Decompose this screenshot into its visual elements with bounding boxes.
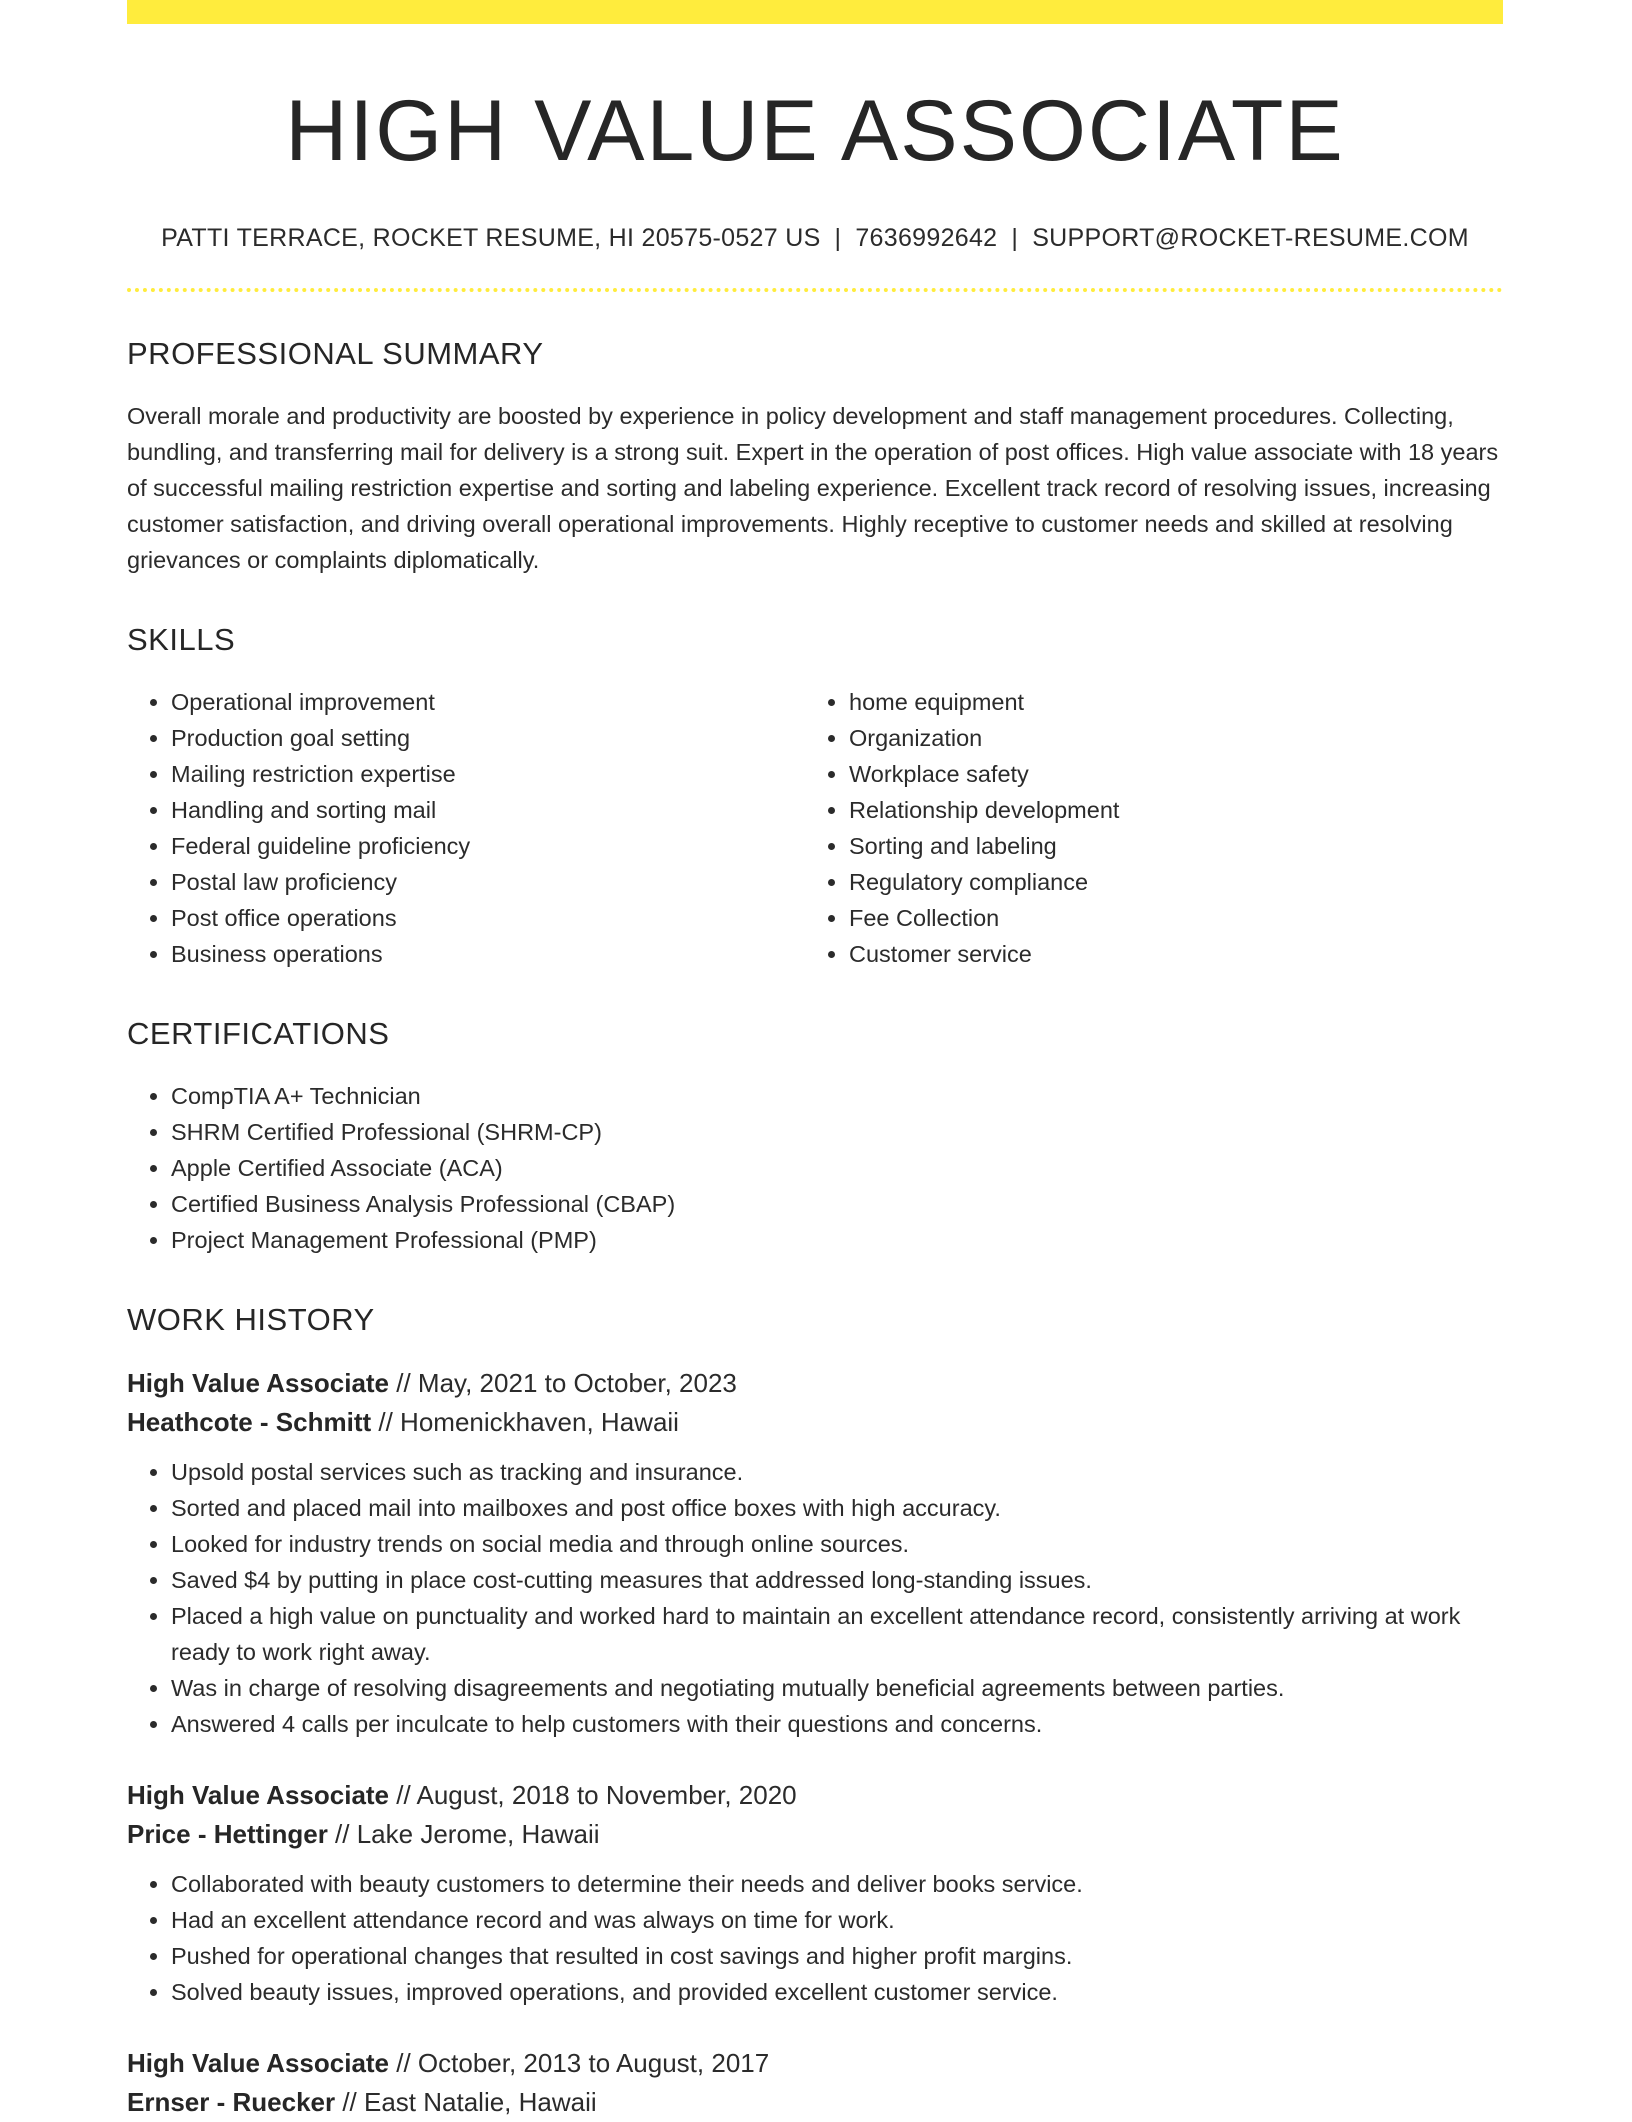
contact-email: SUPPORT@ROCKET-RESUME.COM [1032, 224, 1469, 253]
job-company: Price - Hettinger [127, 1819, 328, 1850]
job-entry [127, 1776, 1503, 2010]
summary-heading: PROFESSIONAL SUMMARY [127, 336, 544, 372]
skill-item: • Sorting and labeling [849, 828, 1483, 864]
skill-item: • Post office operations [171, 900, 805, 936]
job-company: Heathcote - Schmitt [127, 1407, 372, 1438]
job-bullet: • Answered 4 calls per inculcate to help customers with their questions and concerns. [171, 1706, 1503, 1742]
certifications-list [127, 1078, 1503, 1258]
skills-heading: SKILLS [127, 622, 236, 658]
resume-page [127, 0, 1503, 2122]
job-dates: // August, 2018 to November, 2020 [389, 1780, 797, 1811]
job-title-line [127, 1364, 1503, 1403]
job-bullets [127, 1866, 1503, 2010]
certification-item: • Apple Certified Associate (ACA) [171, 1150, 1503, 1186]
resume-name: HIGH VALUE ASSOCIATE [285, 83, 1345, 179]
job-bullets [127, 1454, 1503, 1742]
job-bullet: • Had an excellent attendance record and was always on time for work. [171, 1902, 1503, 1938]
job-bullet: • Sorted and placed mail into mailboxes and post office boxes with high accuracy. [171, 1490, 1503, 1526]
work-history-heading: WORK HISTORY [127, 1302, 375, 1338]
job-company-line [127, 1815, 1503, 1854]
accent-top-bar [127, 0, 1503, 24]
skills-column-right [805, 684, 1483, 972]
job-bullet: • Was in charge of resolving disagreements and negotiating mutually beneficial agreements between parties. [171, 1670, 1503, 1706]
skill-item: • Workplace safety [849, 756, 1483, 792]
skills-column-left [127, 684, 805, 972]
summary-text: Overall morale and productivity are boosted by experience in policy development and staff management procedures. Collecting, bundling, and transferring mail for delivery is a strong suit. Expert in the operation of post offices. High value associate with 18 years of successful mailing restriction expertise and sorting and labeling experience. Excellent track record of resolving issues, increasing customer satisfaction, and driving overall operational improvements. Highly receptive to customer needs and skilled at resolving grievances or complaints diplomatically. [127, 403, 1499, 574]
job-bullet: • Placed a high value on punctuality and worked hard to maintain an excellent attendance record, consistently arriving at work ready to work right away. [171, 1598, 1503, 1670]
skills-list-left [127, 684, 805, 972]
skill-item: • Postal law proficiency [171, 864, 805, 900]
dotted-divider [127, 288, 1503, 292]
job-title-line [127, 2044, 1503, 2083]
job-location: // East Natalie, Hawaii [335, 2087, 597, 2118]
skill-item: • Production goal setting [171, 720, 805, 756]
skills-grid [127, 684, 1503, 972]
job-location: // Homenickhaven, Hawaii [371, 1407, 679, 1438]
contact-phone: 7636992642 [855, 224, 998, 253]
skill-item: • Regulatory compliance [849, 864, 1483, 900]
job-entry [127, 1364, 1503, 1742]
job-bullet: • Collaborated with beauty customers to determine their needs and deliver books service. [171, 1866, 1503, 1902]
job-dates: // May, 2021 to October, 2023 [389, 1368, 737, 1399]
certification-item: • CompTIA A+ Technician [171, 1078, 1503, 1114]
job-company: Ernser - Ruecker [127, 2087, 336, 2118]
job-title: High Value Associate [127, 2048, 390, 2079]
contact-separator: | [834, 224, 842, 253]
job-location: // Lake Jerome, Hawaii [327, 1819, 600, 1850]
certification-item: • SHRM Certified Professional (SHRM-CP) [171, 1114, 1503, 1150]
contact-address: PATTI TERRACE, ROCKET RESUME, HI 20575-0527 US [161, 224, 821, 253]
skill-item: • Business operations [171, 936, 805, 972]
job-bullet: • Pushed for operational changes that resulted in cost savings and higher profit margins. [171, 1938, 1503, 1974]
skill-item: • home equipment [849, 684, 1483, 720]
job-title-line [127, 1776, 1503, 1815]
skill-item: • Mailing restriction expertise [171, 756, 805, 792]
job-bullet: • Looked for industry trends on social media and through online sources. [171, 1526, 1503, 1562]
certification-item: • Certified Business Analysis Professional (CBAP) [171, 1186, 1503, 1222]
skill-item: • Customer service [849, 936, 1483, 972]
skill-item: • Operational improvement [171, 684, 805, 720]
skill-item: • Organization [849, 720, 1483, 756]
job-title: High Value Associate [127, 1780, 390, 1811]
job-bullet: • Saved $4 by putting in place cost-cutting measures that addressed long-standing issues. [171, 1562, 1503, 1598]
certification-item: • Project Management Professional (PMP) [171, 1222, 1503, 1258]
contact-separator: | [1011, 224, 1019, 253]
certifications-heading: CERTIFICATIONS [127, 1016, 390, 1052]
job-title: High Value Associate [127, 1368, 390, 1399]
job-bullet: • Solved beauty issues, improved operations, and provided excellent customer service. [171, 1974, 1503, 2010]
job-entry [127, 2044, 1503, 2122]
skill-item: • Federal guideline proficiency [171, 828, 805, 864]
job-company-line [127, 1403, 1503, 1442]
job-company-line [127, 2083, 1503, 2122]
skill-item: • Relationship development [849, 792, 1483, 828]
skills-list-right [805, 684, 1483, 972]
skill-item: • Handling and sorting mail [171, 792, 805, 828]
job-dates: // October, 2013 to August, 2017 [389, 2048, 770, 2079]
skill-item: • Fee Collection [849, 900, 1483, 936]
contact-line [127, 221, 1503, 255]
job-bullet: • Upsold postal services such as tracking and insurance. [171, 1454, 1503, 1490]
